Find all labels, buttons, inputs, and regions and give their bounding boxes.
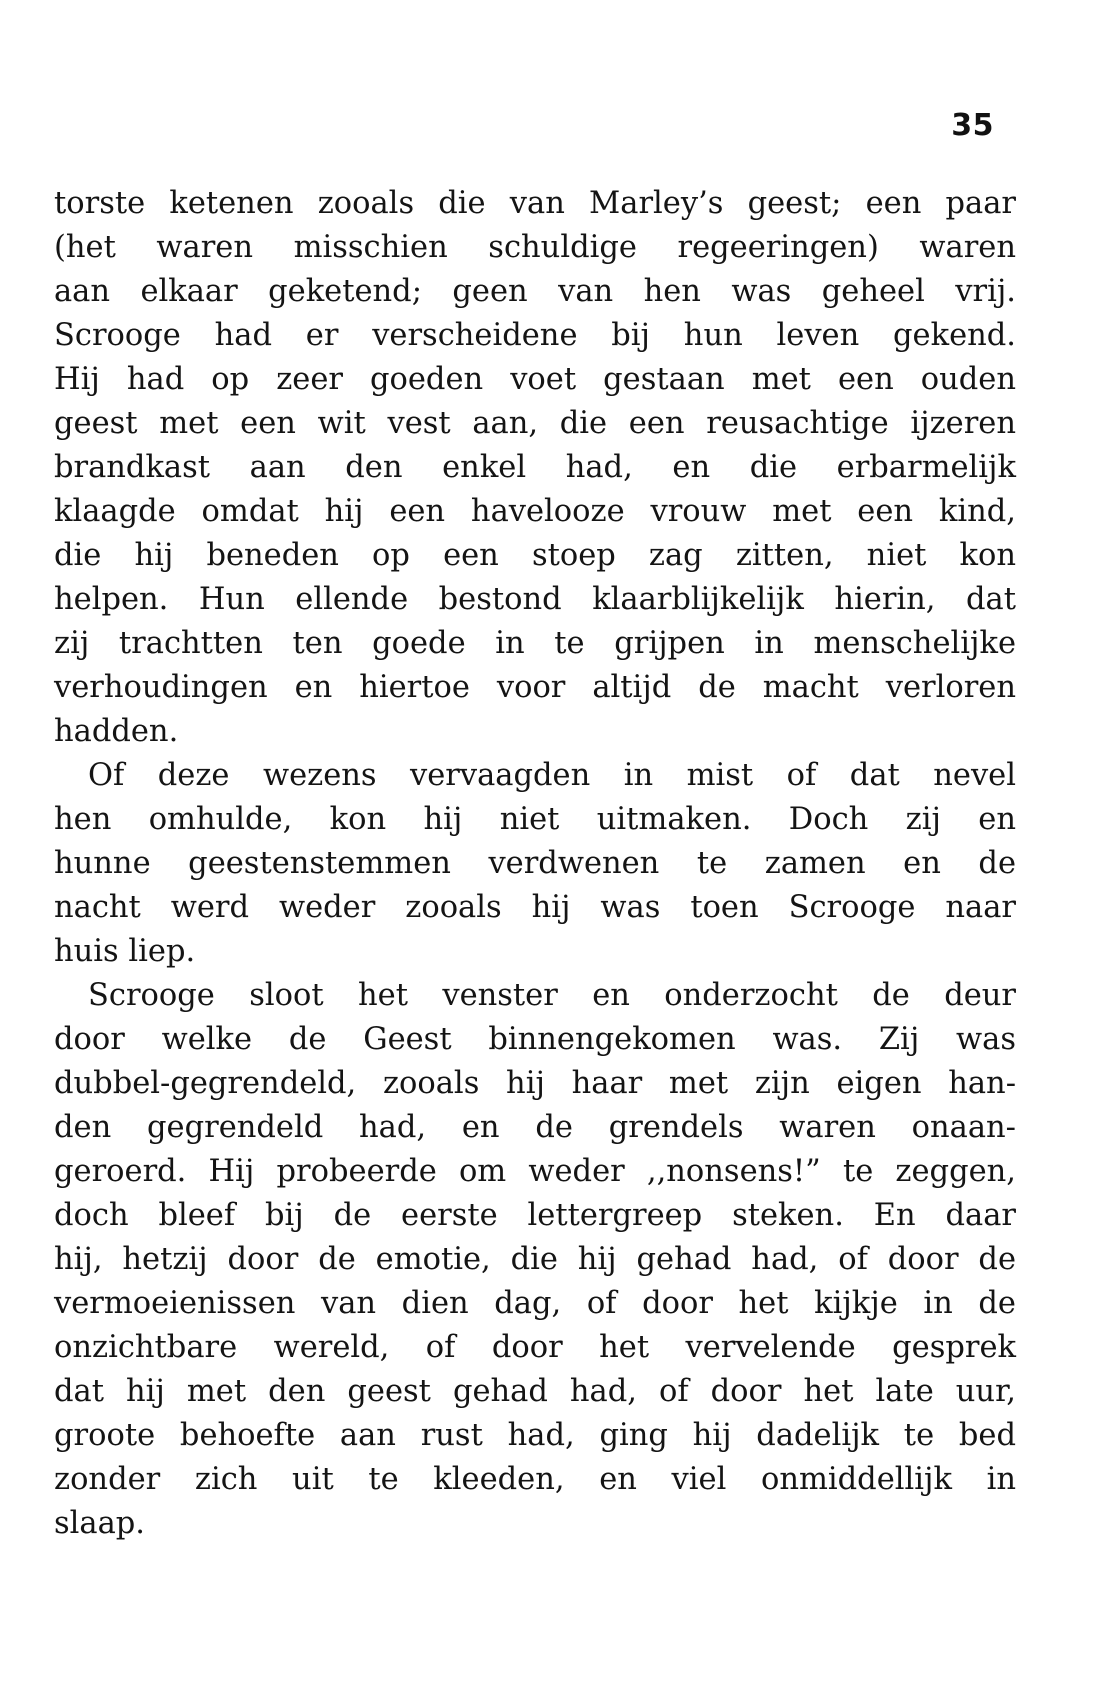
text-line: dubbel-gegrendeld, zooals hij haar met zijn eigen han- [54, 1066, 1016, 1101]
text-line: Scrooge had er verscheidene bij hun leven gekend. [54, 318, 1016, 353]
text-line: den gegrendeld had, en de grendels waren onaan- [54, 1110, 1016, 1145]
text-line: vermoeienissen van dien dag, of door het kijkje in de [54, 1286, 1016, 1321]
text-line: zonder zich uit te kleeden, en viel onmiddellijk in [54, 1462, 1016, 1497]
text-line: geest met een wit vest aan, die een reusachtige ijzeren [54, 406, 1016, 441]
text-line: zij trachtten ten goede in te grijpen in menschelijke [54, 626, 1016, 661]
text-line: hij, hetzij door de emotie, die hij gehad had, of door de [54, 1242, 1016, 1277]
text-line: dat hij met den geest gehad had, of door het late uur, [54, 1374, 1016, 1409]
page-number: 35 [951, 108, 994, 143]
text-line: onzichtbare wereld, of door het vervelende gesprek [54, 1330, 1016, 1365]
text-line: verhoudingen en hiertoe voor altijd de macht verloren [54, 670, 1016, 705]
paragraph-start-line: Of deze wezens vervaagden in mist of dat nevel [88, 758, 1016, 793]
text-line: geroerd. Hij probeerde om weder ,,nonsens!” te zeggen, [54, 1154, 1016, 1189]
paragraph-end-line: huis liep. [54, 934, 196, 969]
paragraph-end-line: hadden. [54, 714, 179, 749]
body-text [54, 182, 1016, 1546]
text-line: brandkast aan den enkel had, en die erbarmelijk [54, 450, 1016, 485]
text-line: die hij beneden op een stoep zag zitten, niet kon [54, 538, 1016, 573]
text-line: door welke de Geest binnengekomen was. Zij was [54, 1022, 1016, 1057]
text-line: doch bleef bij de eerste lettergreep steken. En daar [54, 1198, 1016, 1233]
text-line: hen omhulde, kon hij niet uitmaken. Doch zij en [54, 802, 1016, 837]
paragraph-end-line: slaap. [54, 1506, 145, 1541]
text-line: klaagde omdat hij een havelooze vrouw met een kind, [54, 494, 1016, 529]
text-line: hunne geestenstemmen verdwenen te zamen en de [54, 846, 1016, 881]
text-line: (het waren misschien schuldige regeeringen) waren [54, 230, 1016, 265]
text-line: torste ketenen zooals die van Marley’s geest; een paar [54, 186, 1016, 221]
text-line: Hij had op zeer goeden voet gestaan met een ouden [54, 362, 1016, 397]
paragraph-start-line: Scrooge sloot het venster en onderzocht de deur [88, 978, 1016, 1013]
text-line: aan elkaar geketend; geen van hen was geheel vrij. [54, 274, 1016, 309]
text-line: helpen. Hun ellende bestond klaarblijkelijk hierin, dat [54, 582, 1016, 617]
text-line: nacht werd weder zooals hij was toen Scrooge naar [54, 890, 1016, 925]
text-line: groote behoefte aan rust had, ging hij dadelijk te bed [54, 1418, 1016, 1453]
